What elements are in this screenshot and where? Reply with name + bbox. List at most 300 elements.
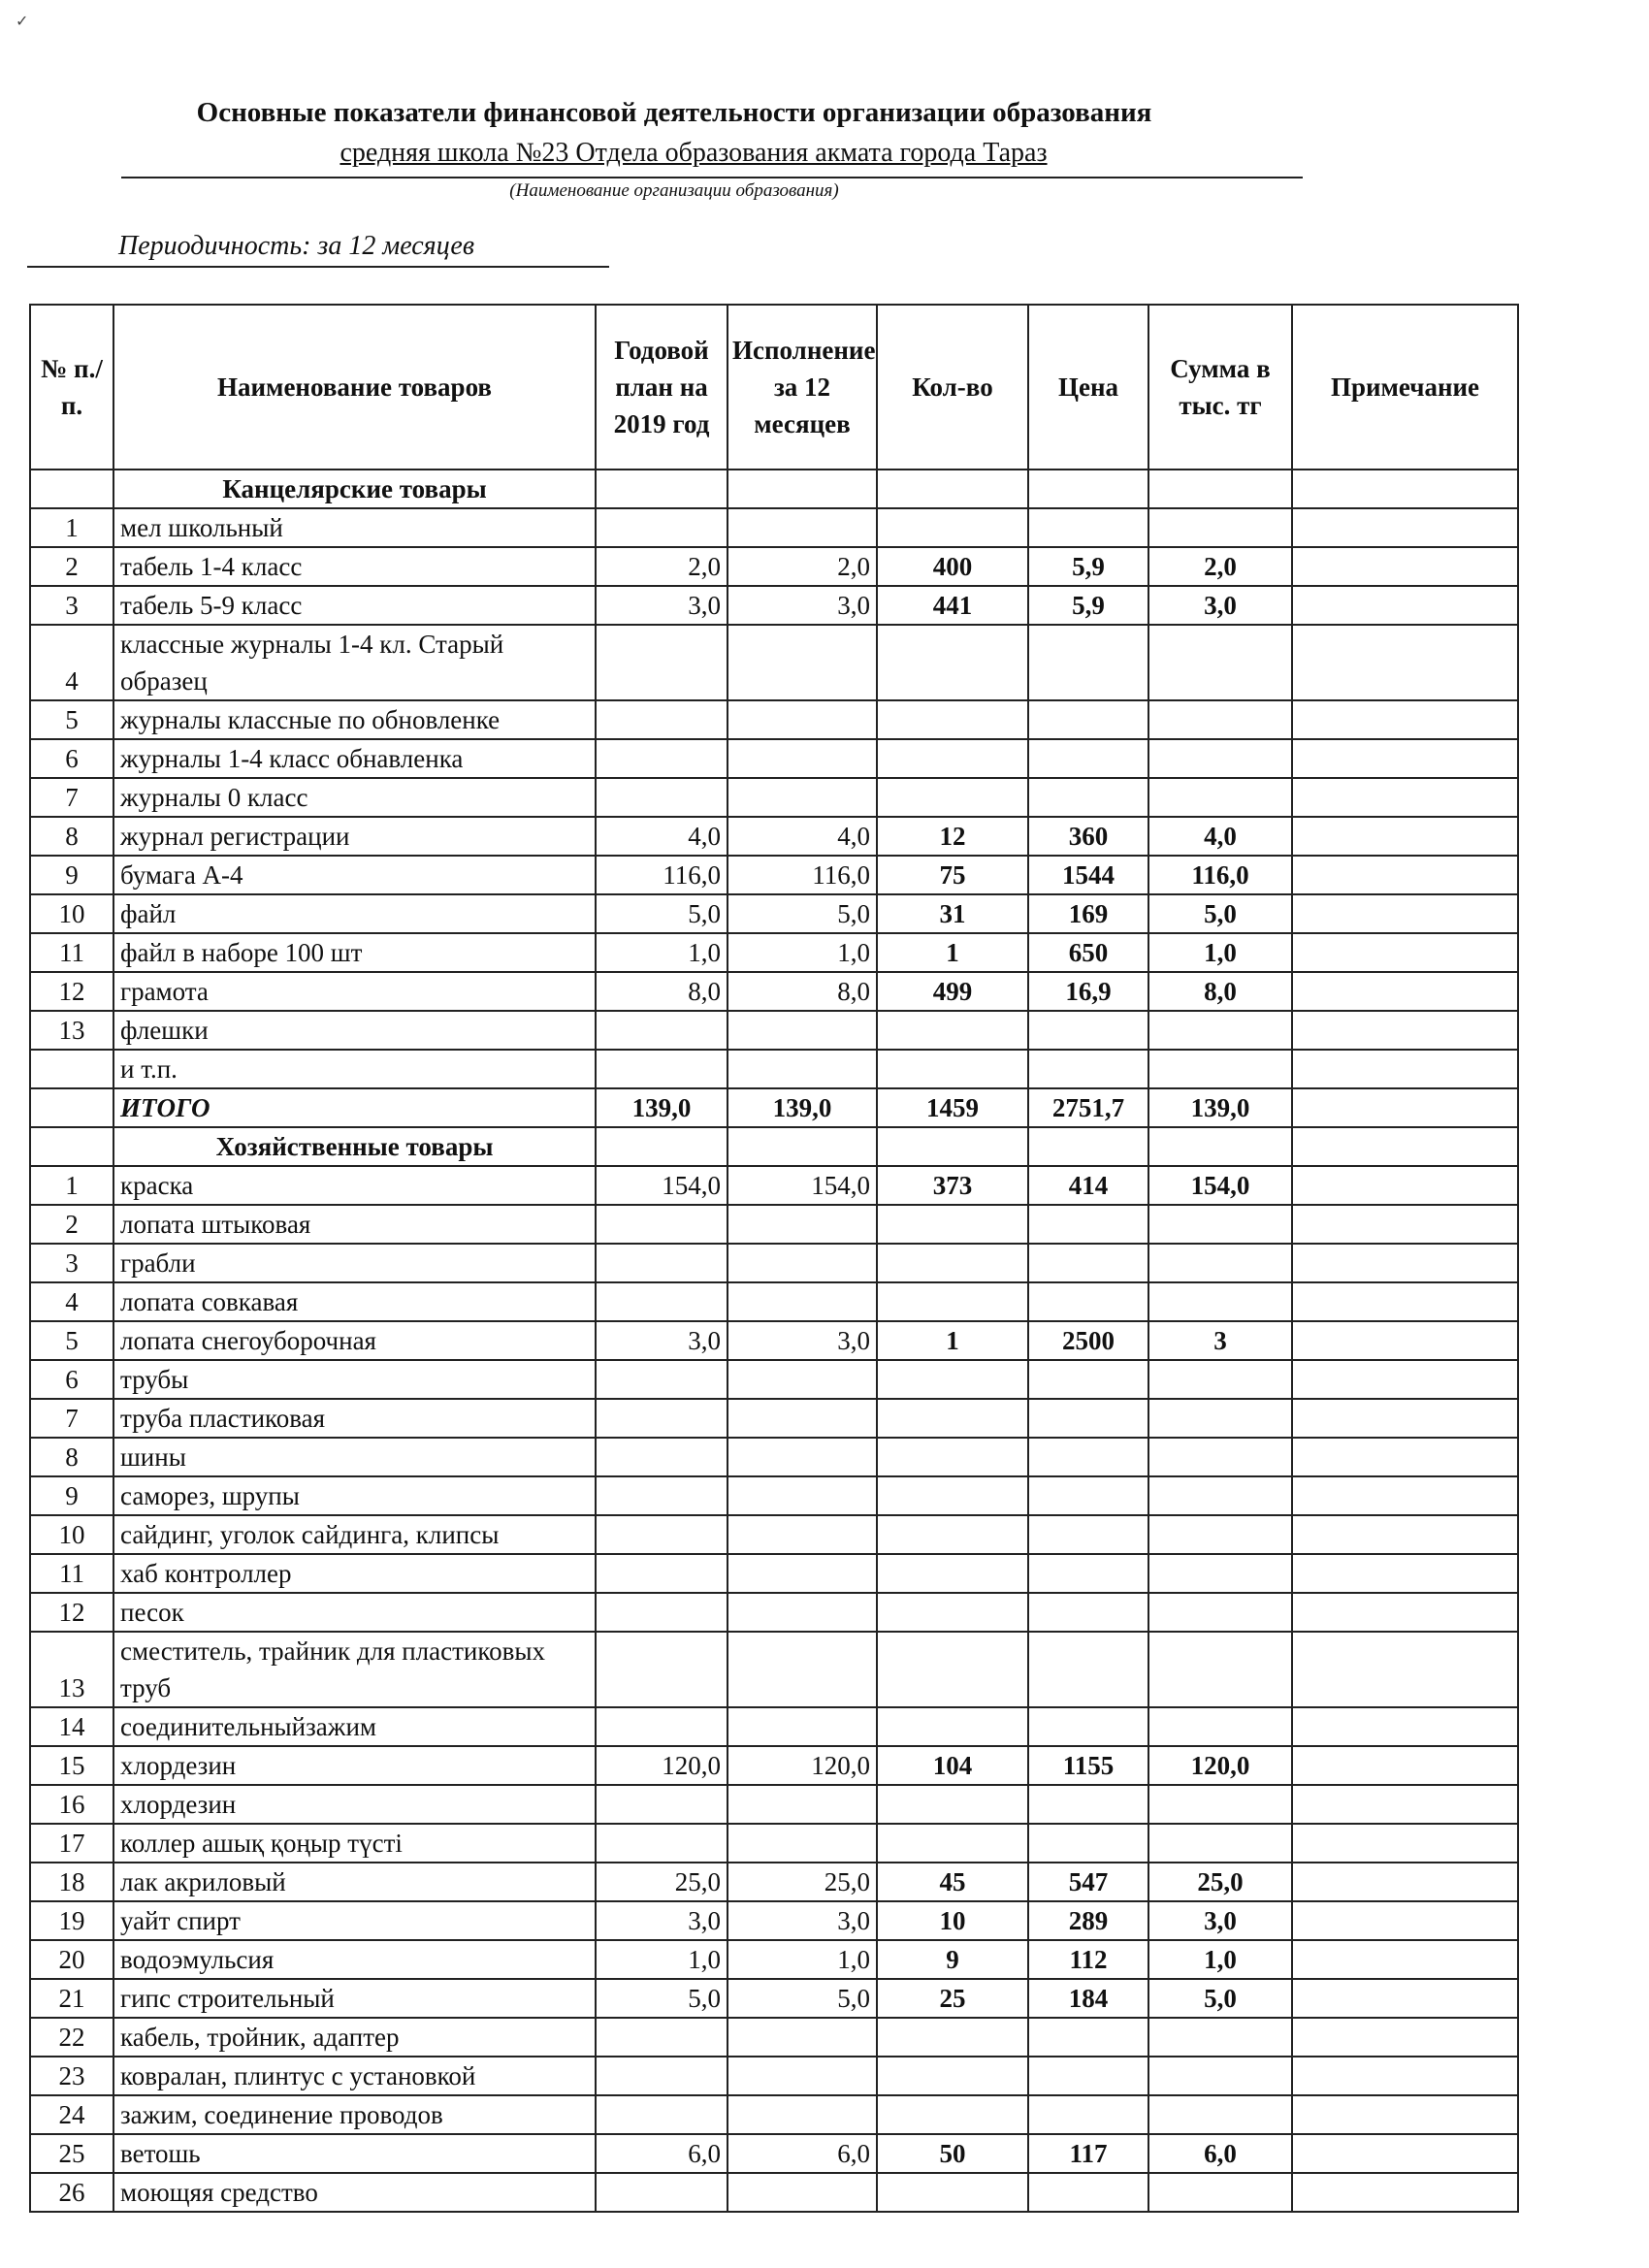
row-number: 10 <box>30 894 113 933</box>
row-price <box>1028 508 1148 547</box>
row-note <box>1292 1205 1518 1244</box>
row-plan <box>596 1593 728 1632</box>
row-sum <box>1148 1824 1292 1863</box>
row-sum: 154,0 <box>1148 1166 1292 1205</box>
row-sum <box>1148 739 1292 778</box>
row-note <box>1292 2095 1518 2134</box>
row-execution <box>728 2173 877 2212</box>
row-price <box>1028 1824 1148 1863</box>
row-plan <box>596 2018 728 2057</box>
row-sum: 25,0 <box>1148 1863 1292 1901</box>
row-number: 18 <box>30 1863 113 1901</box>
row-execution: 3,0 <box>728 1321 877 1360</box>
row-note <box>1292 972 1518 1011</box>
row-plan: 1,0 <box>596 1940 728 1979</box>
row-name: ветошь <box>113 2134 596 2173</box>
row-name: бумага А-4 <box>113 856 596 894</box>
row-note <box>1292 2018 1518 2057</box>
row-quantity: 400 <box>877 547 1028 586</box>
document-title: Основные показатели финансовой деятельности организации образования <box>196 97 1152 128</box>
row-name: классные журналы 1-4 кл. Старый образец <box>113 625 596 700</box>
row-note <box>1292 2134 1518 2173</box>
row-plan: 154,0 <box>596 1166 728 1205</box>
row-execution <box>728 1476 877 1515</box>
table-row <box>30 1011 1518 1050</box>
row-number: 5 <box>30 700 113 739</box>
row-note <box>1292 625 1518 700</box>
row-price <box>1028 1282 1148 1321</box>
col-header-price: Цена <box>1028 305 1148 470</box>
row-quantity <box>877 2018 1028 2057</box>
row-quantity <box>877 1476 1028 1515</box>
row-quantity <box>877 625 1028 700</box>
row-number: 3 <box>30 586 113 625</box>
row-number: 15 <box>30 1746 113 1785</box>
row-execution: 154,0 <box>728 1166 877 1205</box>
row-sum <box>1148 1593 1292 1632</box>
total-price: 2751,7 <box>1028 1088 1148 1127</box>
row-quantity: 25 <box>877 1979 1028 2018</box>
row-name: шины <box>113 1438 596 1476</box>
table-row <box>30 1360 1518 1399</box>
total-sum: 139,0 <box>1148 1088 1292 1127</box>
row-price <box>1028 1205 1148 1244</box>
row-price <box>1028 1785 1148 1824</box>
row-quantity <box>877 508 1028 547</box>
table-header <box>30 305 1518 470</box>
row-number: 13 <box>30 1632 113 1707</box>
row-name: кабель, тройник, адаптер <box>113 2018 596 2057</box>
row-quantity <box>877 2057 1028 2095</box>
table-row <box>30 1515 1518 1554</box>
row-execution: 8,0 <box>728 972 877 1011</box>
row-note <box>1292 1515 1518 1554</box>
row-quantity: 9 <box>877 1940 1028 1979</box>
row-note <box>1292 1476 1518 1515</box>
row-number: 25 <box>30 2134 113 2173</box>
row-sum <box>1148 1438 1292 1476</box>
row-plan: 3,0 <box>596 586 728 625</box>
row-number: 12 <box>30 1593 113 1632</box>
row-price: 112 <box>1028 1940 1148 1979</box>
table-row <box>30 1824 1518 1863</box>
organization-note: (Наименование организации образования) <box>509 180 839 201</box>
row-note <box>1292 700 1518 739</box>
row-sum <box>1148 625 1292 700</box>
row-execution <box>728 1438 877 1476</box>
row-name: журналы 0 класс <box>113 778 596 817</box>
row-plan <box>596 2173 728 2212</box>
row-quantity <box>877 1399 1028 1438</box>
col-header-quantity: Кол-во <box>877 305 1028 470</box>
row-sum <box>1148 1554 1292 1593</box>
row-execution <box>728 1205 877 1244</box>
row-note <box>1292 1011 1518 1050</box>
row-sum <box>1148 1707 1292 1746</box>
row-plan <box>596 1632 728 1707</box>
row-sum: 6,0 <box>1148 2134 1292 2173</box>
table-row <box>30 2134 1518 2173</box>
row-quantity <box>877 2095 1028 2134</box>
row-number: 14 <box>30 1707 113 1746</box>
table-row <box>30 1746 1518 1785</box>
row-price: 16,9 <box>1028 972 1148 1011</box>
table-row <box>30 972 1518 1011</box>
row-note <box>1292 1438 1518 1476</box>
row-quantity <box>877 1515 1028 1554</box>
row-plan: 120,0 <box>596 1746 728 1785</box>
row-sum <box>1148 1205 1292 1244</box>
row-number: 21 <box>30 1979 113 2018</box>
row-note <box>1292 1863 1518 1901</box>
row-number: 16 <box>30 1785 113 1824</box>
row-name: грабли <box>113 1244 596 1282</box>
row-plan: 6,0 <box>596 2134 728 2173</box>
row-plan: 5,0 <box>596 894 728 933</box>
row-quantity <box>877 1593 1028 1632</box>
row-price <box>1028 1707 1148 1746</box>
row-plan <box>596 1476 728 1515</box>
row-plan <box>596 1011 728 1050</box>
row-price <box>1028 1515 1148 1554</box>
row-note <box>1292 1979 1518 2018</box>
row-note <box>1292 1746 1518 1785</box>
row-sum: 3,0 <box>1148 1901 1292 1940</box>
row-name: файл в наборе 100 шт <box>113 933 596 972</box>
row-price: 1155 <box>1028 1746 1148 1785</box>
table-row <box>30 1632 1518 1707</box>
row-name: соединительныйзажим <box>113 1707 596 1746</box>
table-row <box>30 1244 1518 1282</box>
row-execution <box>728 739 877 778</box>
row-execution <box>728 1050 877 1088</box>
row-note <box>1292 1166 1518 1205</box>
table-row <box>30 1979 1518 2018</box>
table-row <box>30 2018 1518 2057</box>
row-sum: 1,0 <box>1148 1940 1292 1979</box>
table-row <box>30 817 1518 856</box>
row-price: 184 <box>1028 1979 1148 2018</box>
row-plan: 3,0 <box>596 1901 728 1940</box>
row-plan <box>596 1554 728 1593</box>
row-price: 547 <box>1028 1863 1148 1901</box>
total-label: ИТОГО <box>113 1088 596 1127</box>
row-plan: 4,0 <box>596 817 728 856</box>
row-price <box>1028 1399 1148 1438</box>
row-price <box>1028 625 1148 700</box>
row-price <box>1028 778 1148 817</box>
col-header-plan: Годовой план на 2019 год <box>596 305 728 470</box>
row-quantity <box>877 1011 1028 1050</box>
row-price: 414 <box>1028 1166 1148 1205</box>
table-row <box>30 1399 1518 1438</box>
row-plan: 3,0 <box>596 1321 728 1360</box>
row-plan <box>596 700 728 739</box>
row-sum <box>1148 1244 1292 1282</box>
section-title: Канцелярские товары <box>113 470 596 508</box>
table-row <box>30 586 1518 625</box>
table-row <box>30 1050 1518 1088</box>
row-sum <box>1148 1282 1292 1321</box>
row-plan <box>596 1399 728 1438</box>
row-price <box>1028 700 1148 739</box>
row-plan <box>596 778 728 817</box>
row-price: 5,9 <box>1028 586 1148 625</box>
table-body <box>30 470 1518 2212</box>
row-sum <box>1148 508 1292 547</box>
row-sum: 4,0 <box>1148 817 1292 856</box>
row-execution: 4,0 <box>728 817 877 856</box>
row-price: 289 <box>1028 1901 1148 1940</box>
row-quantity <box>877 739 1028 778</box>
row-number: 3 <box>30 1244 113 1282</box>
table-row <box>30 508 1518 547</box>
row-note <box>1292 1593 1518 1632</box>
row-name: лопата совкавая <box>113 1282 596 1321</box>
row-note <box>1292 2173 1518 2212</box>
row-name: гипс строительный <box>113 1979 596 2018</box>
row-execution <box>728 778 877 817</box>
row-sum <box>1148 2095 1292 2134</box>
row-number: 24 <box>30 2095 113 2134</box>
row-price: 650 <box>1028 933 1148 972</box>
row-quantity: 50 <box>877 2134 1028 2173</box>
row-price: 360 <box>1028 817 1148 856</box>
row-plan <box>596 1438 728 1476</box>
row-sum: 3 <box>1148 1321 1292 1360</box>
row-plan <box>596 1360 728 1399</box>
row-sum <box>1148 1476 1292 1515</box>
row-sum: 5,0 <box>1148 1979 1292 2018</box>
row-name: моющяя средство <box>113 2173 596 2212</box>
table-row <box>30 1476 1518 1515</box>
row-note <box>1292 1360 1518 1399</box>
row-quantity <box>877 1050 1028 1088</box>
row-sum: 116,0 <box>1148 856 1292 894</box>
row-quantity <box>877 1707 1028 1746</box>
row-number: 8 <box>30 1438 113 1476</box>
row-sum <box>1148 1050 1292 1088</box>
row-name: зажим, соединение проводов <box>113 2095 596 2134</box>
section-row <box>30 1127 1518 1166</box>
row-note <box>1292 739 1518 778</box>
table-row <box>30 700 1518 739</box>
row-plan <box>596 1785 728 1824</box>
row-plan: 5,0 <box>596 1979 728 2018</box>
row-price: 169 <box>1028 894 1148 933</box>
row-name: сместитель, трайник для пластиковых труб <box>113 1632 596 1707</box>
row-name: саморез, шрупы <box>113 1476 596 1515</box>
row-name: сайдинг, уголок сайдинга, клипсы <box>113 1515 596 1554</box>
row-execution <box>728 1399 877 1438</box>
row-execution: 25,0 <box>728 1863 877 1901</box>
row-quantity: 104 <box>877 1746 1028 1785</box>
row-quantity: 12 <box>877 817 1028 856</box>
row-plan <box>596 508 728 547</box>
row-sum: 3,0 <box>1148 586 1292 625</box>
row-plan <box>596 625 728 700</box>
row-quantity <box>877 1785 1028 1824</box>
table-row <box>30 739 1518 778</box>
total-execution: 139,0 <box>728 1088 877 1127</box>
row-execution: 3,0 <box>728 586 877 625</box>
row-name: табель 5-9 класс <box>113 586 596 625</box>
row-price <box>1028 1632 1148 1707</box>
row-number: 9 <box>30 1476 113 1515</box>
row-execution <box>728 1515 877 1554</box>
row-note <box>1292 2057 1518 2095</box>
row-sum: 8,0 <box>1148 972 1292 1011</box>
row-sum: 120,0 <box>1148 1746 1292 1785</box>
row-sum <box>1148 2173 1292 2212</box>
row-sum <box>1148 1632 1292 1707</box>
row-name: файл <box>113 894 596 933</box>
table-row <box>30 1166 1518 1205</box>
row-name: и т.п. <box>113 1050 596 1088</box>
row-execution <box>728 1707 877 1746</box>
table-row <box>30 2095 1518 2134</box>
row-note <box>1292 586 1518 625</box>
row-execution <box>728 1593 877 1632</box>
row-note <box>1292 933 1518 972</box>
row-sum <box>1148 1515 1292 1554</box>
table-row <box>30 2173 1518 2212</box>
row-price <box>1028 1554 1148 1593</box>
row-price <box>1028 2095 1148 2134</box>
row-quantity <box>877 1244 1028 1282</box>
row-sum: 5,0 <box>1148 894 1292 933</box>
row-plan: 2,0 <box>596 547 728 586</box>
total-row <box>30 1088 1518 1127</box>
row-execution: 5,0 <box>728 1979 877 2018</box>
row-note <box>1292 894 1518 933</box>
row-execution: 1,0 <box>728 1940 877 1979</box>
row-price <box>1028 1050 1148 1088</box>
table-row <box>30 547 1518 586</box>
row-plan: 8,0 <box>596 972 728 1011</box>
row-plan <box>596 1282 728 1321</box>
row-note <box>1292 1282 1518 1321</box>
row-price: 1544 <box>1028 856 1148 894</box>
row-number: 4 <box>30 1282 113 1321</box>
row-name: хаб контроллер <box>113 1554 596 1593</box>
row-number: 7 <box>30 778 113 817</box>
row-note <box>1292 1824 1518 1863</box>
table-row <box>30 1863 1518 1901</box>
row-execution: 3,0 <box>728 1901 877 1940</box>
row-price <box>1028 1244 1148 1282</box>
row-price <box>1028 1011 1148 1050</box>
total-number-cell <box>30 1088 113 1127</box>
row-quantity: 373 <box>877 1166 1028 1205</box>
total-note <box>1292 1088 1518 1127</box>
row-quantity <box>877 1632 1028 1707</box>
row-name: журнал регистрации <box>113 817 596 856</box>
row-price <box>1028 2057 1148 2095</box>
row-note <box>1292 1399 1518 1438</box>
row-number: 6 <box>30 739 113 778</box>
row-number: 22 <box>30 2018 113 2057</box>
row-plan <box>596 739 728 778</box>
row-execution: 5,0 <box>728 894 877 933</box>
row-price: 117 <box>1028 2134 1148 2173</box>
row-plan <box>596 1244 728 1282</box>
col-header-sum: Сумма в тыс. тг <box>1148 305 1292 470</box>
col-header-number: № п./п. <box>30 305 113 470</box>
row-name: хлордезин <box>113 1746 596 1785</box>
col-header-name: Наименование товаров <box>113 305 596 470</box>
row-execution <box>728 1632 877 1707</box>
table-row <box>30 2057 1518 2095</box>
row-price <box>1028 2018 1148 2057</box>
row-note <box>1292 508 1518 547</box>
row-number: 1 <box>30 508 113 547</box>
col-header-note: Примечание <box>1292 305 1518 470</box>
row-note <box>1292 1321 1518 1360</box>
row-price <box>1028 739 1148 778</box>
row-number: 11 <box>30 1554 113 1593</box>
table-row <box>30 1940 1518 1979</box>
row-note <box>1292 1940 1518 1979</box>
row-number: 19 <box>30 1901 113 1940</box>
financial-table <box>29 304 1519 2213</box>
table-row <box>30 1438 1518 1476</box>
row-number: 11 <box>30 933 113 972</box>
row-name: ковралан, плинтус с установкой <box>113 2057 596 2095</box>
row-execution: 2,0 <box>728 547 877 586</box>
row-sum <box>1148 2018 1292 2057</box>
row-name: грамота <box>113 972 596 1011</box>
table-row <box>30 1205 1518 1244</box>
row-price <box>1028 2173 1148 2212</box>
periodicity: Периодичность: за 12 месяцев <box>118 231 474 261</box>
row-number: 23 <box>30 2057 113 2095</box>
row-quantity: 45 <box>877 1863 1028 1901</box>
row-note <box>1292 1554 1518 1593</box>
row-price <box>1028 1438 1148 1476</box>
row-plan <box>596 1050 728 1088</box>
row-name: уайт спирт <box>113 1901 596 1940</box>
row-quantity: 10 <box>877 1901 1028 1940</box>
row-execution <box>728 508 877 547</box>
row-sum <box>1148 1399 1292 1438</box>
row-execution <box>728 2095 877 2134</box>
row-execution <box>728 2057 877 2095</box>
row-quantity <box>877 2173 1028 2212</box>
table-row <box>30 1785 1518 1824</box>
row-quantity: 1 <box>877 1321 1028 1360</box>
row-plan <box>596 2057 728 2095</box>
table-row <box>30 1282 1518 1321</box>
row-price <box>1028 1360 1148 1399</box>
col-header-execution: Исполнение за 12 месяцев <box>728 305 877 470</box>
table-row <box>30 1554 1518 1593</box>
row-name: коллер ашық қоңыр түсті <box>113 1824 596 1863</box>
row-execution: 120,0 <box>728 1746 877 1785</box>
row-number: 7 <box>30 1399 113 1438</box>
row-quantity <box>877 1360 1028 1399</box>
row-sum: 1,0 <box>1148 933 1292 972</box>
row-number <box>30 1050 113 1088</box>
row-note <box>1292 1244 1518 1282</box>
row-number: 2 <box>30 1205 113 1244</box>
row-name: трубы <box>113 1360 596 1399</box>
row-number: 1 <box>30 1166 113 1205</box>
row-execution <box>728 1785 877 1824</box>
row-name: лак акриловый <box>113 1863 596 1901</box>
row-note <box>1292 547 1518 586</box>
table-row <box>30 1901 1518 1940</box>
